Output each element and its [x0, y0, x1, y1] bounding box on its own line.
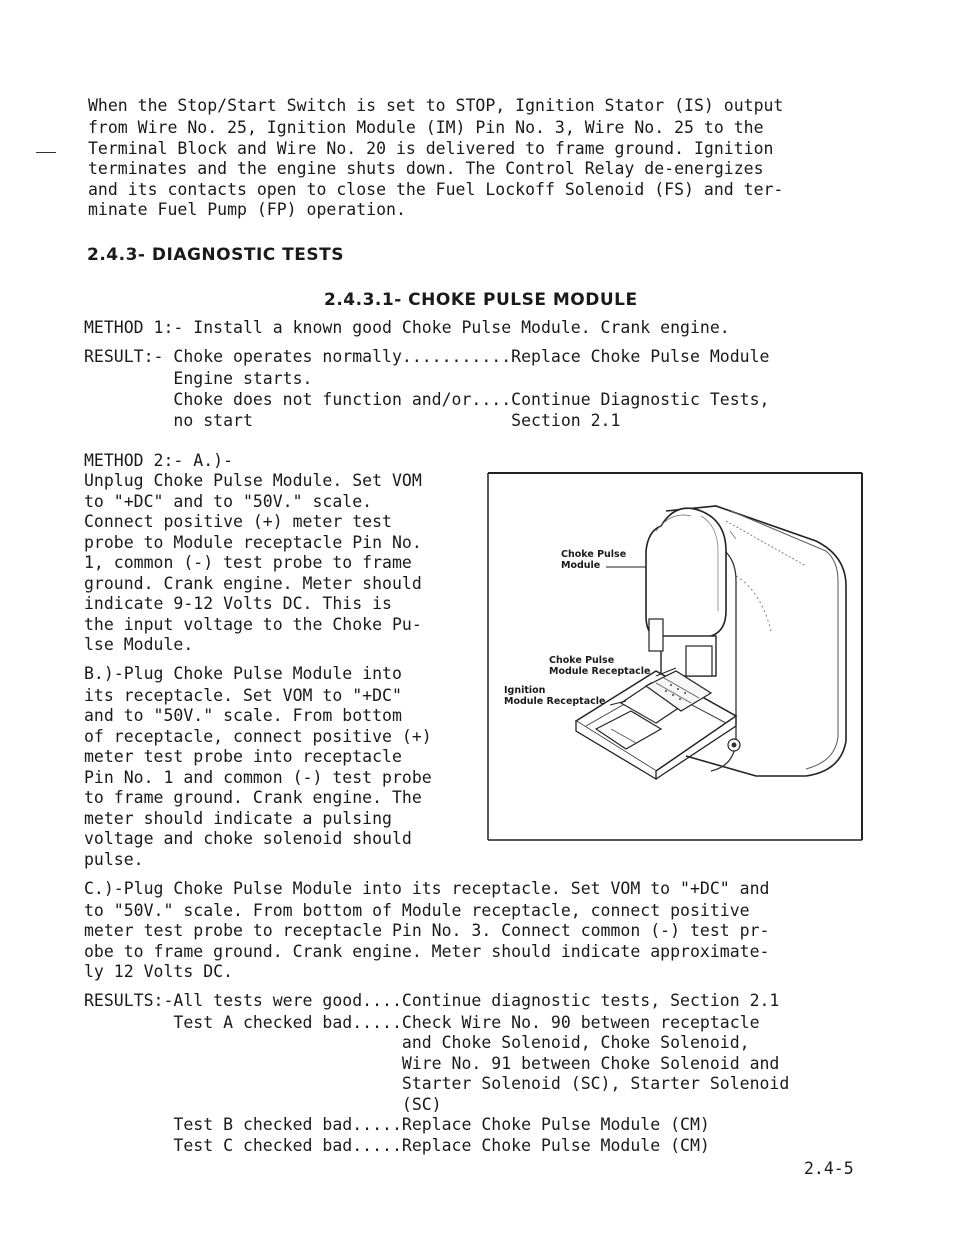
result-line: Test C checked bad.....Replace Choke Pulse Module (CM) — [84, 1136, 710, 1155]
text-line: voltage and choke solenoid should — [84, 829, 412, 848]
text-line: meter test probe to receptacle Pin No. 3. Connect common (-) test pr- — [84, 921, 770, 940]
text-line: pulse. — [84, 850, 144, 869]
result-line: RESULT:- Choke operates normally...........Replace Choke Pulse Module — [84, 347, 770, 366]
result-line: no start Section 2.1 — [84, 411, 621, 430]
text-line: meter should indicate a pulsing — [84, 809, 392, 828]
text-line: meter test probe into receptacle — [84, 747, 402, 766]
label-line: Module — [561, 560, 601, 571]
label-ignition-receptacle — [504, 685, 605, 707]
result-line: (SC) — [84, 1095, 442, 1114]
subsection-heading: 2.4.3.1- CHOKE PULSE MODULE — [324, 290, 638, 310]
result-line: and Choke Solenoid, Choke Solenoid, — [84, 1033, 750, 1052]
text-line: indicate 9-12 Volts DC. This is — [84, 594, 392, 613]
text-line: to "50V." scale. From bottom of Module receptacle, connect positive — [84, 901, 750, 920]
text-line: its receptacle. Set VOM to "+DC" — [84, 686, 402, 705]
section-heading: 2.4.3- DIAGNOSTIC TESTS — [87, 245, 344, 265]
result-line: Starter Solenoid (SC), Starter Solenoid — [84, 1074, 790, 1093]
label-line: Ignition — [504, 685, 546, 696]
result-line: RESULTS:-All tests were good....Continue diagnostic tests, Section 2.1 — [84, 991, 780, 1010]
text-line: B.)-Plug Choke Pulse Module into — [84, 664, 402, 683]
text-line: C.)-Plug Choke Pulse Module into its receptacle. Set VOM to "+DC" and — [84, 879, 770, 898]
text-line: Connect positive (+) meter test — [84, 512, 392, 531]
label-line: Choke Pulse — [549, 655, 615, 666]
intro-line: terminates and the engine shuts down. The Control Relay de-energizes — [88, 159, 764, 178]
intro-line: When the Stop/Start Switch is set to STOP, Ignition Stator (IS) output — [88, 96, 784, 115]
label-line: Module Receptacle — [549, 666, 651, 677]
text-line: ground. Crank engine. Meter should — [84, 574, 422, 593]
label-line: Module Receptacle — [504, 696, 606, 707]
choke-module-figure — [486, 471, 864, 842]
margin-mark — [36, 152, 56, 153]
text-line: and to "50V." scale. From bottom — [84, 706, 402, 725]
intro-line: minate Fuel Pump (FP) operation. — [88, 200, 406, 219]
text-line: METHOD 2:- A.)- — [84, 451, 234, 470]
intro-line: Terminal Block and Wire No. 20 is delivered to frame ground. Ignition — [88, 139, 774, 158]
method1-text: METHOD 1:- Install a known good Choke Pulse Module. Crank engine. — [84, 318, 730, 337]
label-line: Choke Pulse — [561, 549, 627, 560]
intro-line: from Wire No. 25, Ignition Module (IM) Pin No. 3, Wire No. 25 to the — [88, 118, 764, 137]
text-line: ly 12 Volts DC. — [84, 962, 234, 981]
result-line: Test A checked bad.....Check Wire No. 90 between receptacle — [84, 1013, 760, 1032]
label-choke-pulse-module — [561, 549, 626, 571]
module-illustration — [486, 471, 864, 842]
intro-line: and its contacts open to close the Fuel Lockoff Solenoid (FS) and ter- — [88, 180, 784, 199]
text-line: 1, common (-) test probe to frame — [84, 553, 412, 572]
text-line: obe to frame ground. Crank engine. Meter should indicate approximate- — [84, 942, 770, 961]
label-choke-pulse-receptacle — [549, 655, 650, 677]
text-line: lse Module. — [84, 635, 194, 654]
result-line: Test B checked bad.....Replace Choke Pulse Module (CM) — [84, 1115, 710, 1134]
text-line: to frame ground. Crank engine. The — [84, 788, 422, 807]
page-number: 2.4-5 — [804, 1159, 854, 1178]
text-line: Unplug Choke Pulse Module. Set VOM — [84, 471, 422, 490]
result-line: Wire No. 91 between Choke Solenoid and — [84, 1054, 780, 1073]
text-line: of receptacle, connect positive (+) — [84, 727, 432, 746]
text-line: the input voltage to the Choke Pu- — [84, 615, 422, 634]
result-line: Engine starts. — [84, 369, 313, 388]
result-line: Choke does not function and/or....Continue Diagnostic Tests, — [84, 390, 770, 409]
text-line: to "+DC" and to "50V." scale. — [84, 492, 373, 511]
text-line: Pin No. 1 and common (-) test probe — [84, 768, 432, 787]
text-line: probe to Module receptacle Pin No. — [84, 533, 422, 552]
